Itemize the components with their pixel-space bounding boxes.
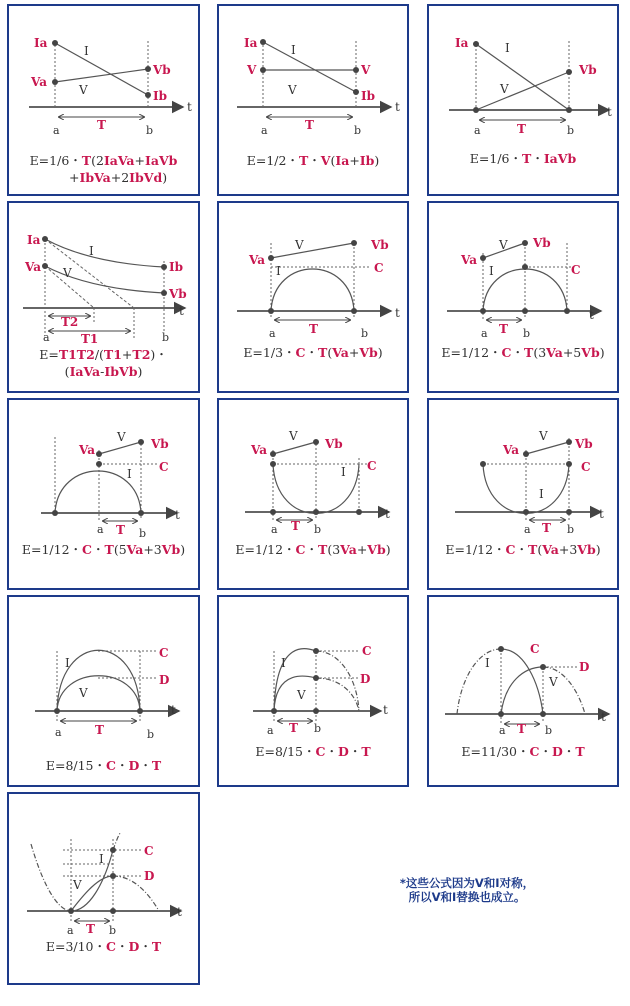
label-i: I <box>276 264 281 278</box>
label-i: I <box>485 656 490 670</box>
label-va: Va <box>461 253 477 267</box>
diagram-svg-7 <box>9 400 202 592</box>
label-ia: Ia <box>27 233 41 247</box>
formula-1: E=1/6・T(2IaVa+IaVb <box>29 153 178 168</box>
label-b: b <box>162 331 170 344</box>
diagram-cell-3 <box>427 4 619 196</box>
label-v: V <box>73 878 82 892</box>
formula-1-line2: +IbVa+2IbVd) <box>69 170 168 185</box>
label-ib: Ib <box>153 89 168 103</box>
diagram-cell-8 <box>217 398 409 590</box>
label-v: V <box>289 429 298 443</box>
label-i: I <box>539 487 544 501</box>
label-vb: Vb <box>151 437 169 451</box>
label-t1: T1 <box>81 332 99 346</box>
label-a: a <box>271 523 278 536</box>
label-vb: Vb <box>575 437 593 451</box>
label-a: a <box>267 724 274 737</box>
diagram-cell-7 <box>7 398 200 590</box>
label-c: C <box>159 646 169 660</box>
label-i: I <box>84 44 89 58</box>
diagram-svg-2 <box>219 6 411 198</box>
label-va: V <box>247 63 257 77</box>
label-v: V <box>549 675 558 689</box>
formula-4: E=T1T2/(T1+T2)・ <box>39 347 168 362</box>
diagram-cell-6 <box>427 201 619 393</box>
label-va: Va <box>503 443 519 457</box>
label-d: D <box>144 869 155 883</box>
label-d: D <box>360 672 371 686</box>
label-t: t <box>177 905 182 919</box>
label-c: C <box>367 459 377 473</box>
formula-8: E=1/12・C・T(3Va+Vb) <box>235 542 391 557</box>
label-a: a <box>499 724 506 737</box>
formula-12: E=11/30・C・D・T <box>461 744 585 759</box>
diagram-svg-3 <box>429 6 621 198</box>
label-v: V <box>117 430 126 444</box>
label-i: I <box>127 467 132 481</box>
label-T: T <box>116 523 125 537</box>
label-T: T <box>97 118 106 132</box>
diagram-cell-12 <box>427 595 619 787</box>
label-ia: Ia <box>244 36 258 50</box>
note-line-1: *这些公式因为V和I对称， <box>399 876 535 890</box>
label-i: I <box>489 264 494 278</box>
diagram-svg-11 <box>219 597 411 789</box>
label-b: b <box>314 722 322 735</box>
label-T: T <box>517 722 526 736</box>
label-ib: Ib <box>169 260 184 274</box>
label-T: T <box>86 922 95 936</box>
label-d: D <box>579 660 590 674</box>
label-i: I <box>505 41 510 55</box>
label-t: t <box>599 507 604 521</box>
diagram-cell-5 <box>217 201 409 393</box>
diagram-cell-11 <box>217 595 409 787</box>
label-v: V <box>63 266 72 280</box>
label-v: V <box>539 429 548 443</box>
label-b: b <box>361 327 369 340</box>
label-a: a <box>43 331 50 344</box>
label-ib: Ib <box>361 89 376 103</box>
label-i: I <box>291 43 296 57</box>
diagram-svg-9 <box>429 400 621 592</box>
label-va: Va <box>25 260 41 274</box>
label-vb: Vb <box>153 63 171 77</box>
label-b: b <box>147 728 155 741</box>
label-c: C <box>530 642 540 656</box>
diagram-cell-13 <box>7 792 200 985</box>
label-t: t <box>171 703 176 717</box>
label-T: T <box>517 122 526 136</box>
label-a: a <box>261 124 268 137</box>
formula-6: E=1/12・C・T(3Va+5Vb) <box>441 345 605 360</box>
label-a: a <box>524 523 531 536</box>
label-T: T <box>305 118 314 132</box>
label-a: a <box>481 327 488 340</box>
label-t: t <box>601 710 606 724</box>
diagram-cell-9 <box>427 398 619 590</box>
formula-3: E=1/6・T・IaVb <box>469 151 577 166</box>
label-a: a <box>269 327 276 340</box>
label-v: V <box>295 238 304 252</box>
label-b: b <box>523 327 531 340</box>
label-v: V <box>288 83 297 97</box>
label-t: t <box>589 308 594 322</box>
label-b: b <box>314 523 322 536</box>
label-i: I <box>89 244 94 258</box>
label-vb: Vb <box>579 63 597 77</box>
formula-9: E=1/12・C・T(Va+3Vb) <box>445 542 601 557</box>
label-b: b <box>567 523 575 536</box>
formula-2: E=1/2・T・V(Ia+Ib) <box>246 153 380 168</box>
diagram-cell-4 <box>7 201 200 393</box>
label-t: t <box>385 507 390 521</box>
label-T: T <box>309 322 318 336</box>
label-ia: Ia <box>455 36 469 50</box>
label-b: b <box>146 124 154 137</box>
label-i: I <box>99 852 104 866</box>
label-b: b <box>354 124 362 137</box>
label-v: V <box>79 686 88 700</box>
label-t: t <box>395 306 400 320</box>
label-c: C <box>362 644 372 658</box>
label-c: C <box>159 460 169 474</box>
diagram-svg-6 <box>429 203 621 395</box>
label-v: V <box>499 238 508 252</box>
diagram-svg-5 <box>219 203 411 395</box>
label-b: b <box>109 924 117 937</box>
label-d: D <box>159 673 170 687</box>
formula-13: E=3/10・C・D・T <box>45 939 162 954</box>
formula-11: E=8/15・C・D・T <box>255 744 371 759</box>
label-va: Va <box>251 443 267 457</box>
label-t: t <box>187 100 192 114</box>
label-vb: Vb <box>169 287 187 301</box>
label-t: t <box>383 703 388 717</box>
label-b: b <box>545 724 553 737</box>
label-c: C <box>374 261 384 275</box>
label-va: Va <box>79 443 95 457</box>
diagram-svg-8 <box>219 400 411 592</box>
label-i: I <box>65 656 70 670</box>
label-t: t <box>179 304 184 318</box>
formula-10: E=8/15・C・D・T <box>45 758 162 773</box>
formula-4-line2: (IaVa-IbVb) <box>64 364 143 379</box>
label-vb: Vb <box>533 236 551 250</box>
label-t: t <box>395 100 400 114</box>
label-i: I <box>341 465 346 479</box>
label-vb: V <box>361 63 371 77</box>
label-c: C <box>581 460 591 474</box>
label-a: a <box>55 726 62 739</box>
label-T: T <box>291 519 300 533</box>
label-i: I <box>281 656 286 670</box>
label-b: b <box>139 527 147 540</box>
label-b: b <box>567 124 575 137</box>
label-T: T <box>289 721 298 735</box>
label-a: a <box>53 124 60 137</box>
diagram-cell-1 <box>7 4 200 196</box>
label-v: V <box>79 83 88 97</box>
label-t2: T2 <box>61 315 79 329</box>
diagram-cell-2 <box>217 4 409 196</box>
label-a: a <box>67 924 74 937</box>
formula-7: E=1/12・C・T(5Va+3Vb) <box>21 542 186 557</box>
label-t: t <box>175 508 180 522</box>
label-T: T <box>499 322 508 336</box>
label-va: Va <box>249 253 265 267</box>
label-a: a <box>474 124 481 137</box>
label-v: V <box>500 82 509 96</box>
note-line-2: 所以V和I替换也成立。 <box>408 890 526 904</box>
diagram-svg-12 <box>429 597 621 789</box>
label-vb: Vb <box>325 437 343 451</box>
label-va: Va <box>31 75 47 89</box>
label-T: T <box>95 723 104 737</box>
label-c: C <box>144 844 154 858</box>
diagram-svg-13 <box>9 794 202 987</box>
label-t: t <box>607 105 612 119</box>
label-v: V <box>297 688 306 702</box>
label-a: a <box>97 523 104 536</box>
label-ia: Ia <box>34 36 48 50</box>
label-T: T <box>542 521 551 535</box>
formula-5: E=1/3・C・T(Va+Vb) <box>243 345 383 360</box>
symmetry-note <box>382 876 552 904</box>
label-c: C <box>571 263 581 277</box>
label-vb: Vb <box>371 238 389 252</box>
diagram-cell-10 <box>7 595 200 787</box>
